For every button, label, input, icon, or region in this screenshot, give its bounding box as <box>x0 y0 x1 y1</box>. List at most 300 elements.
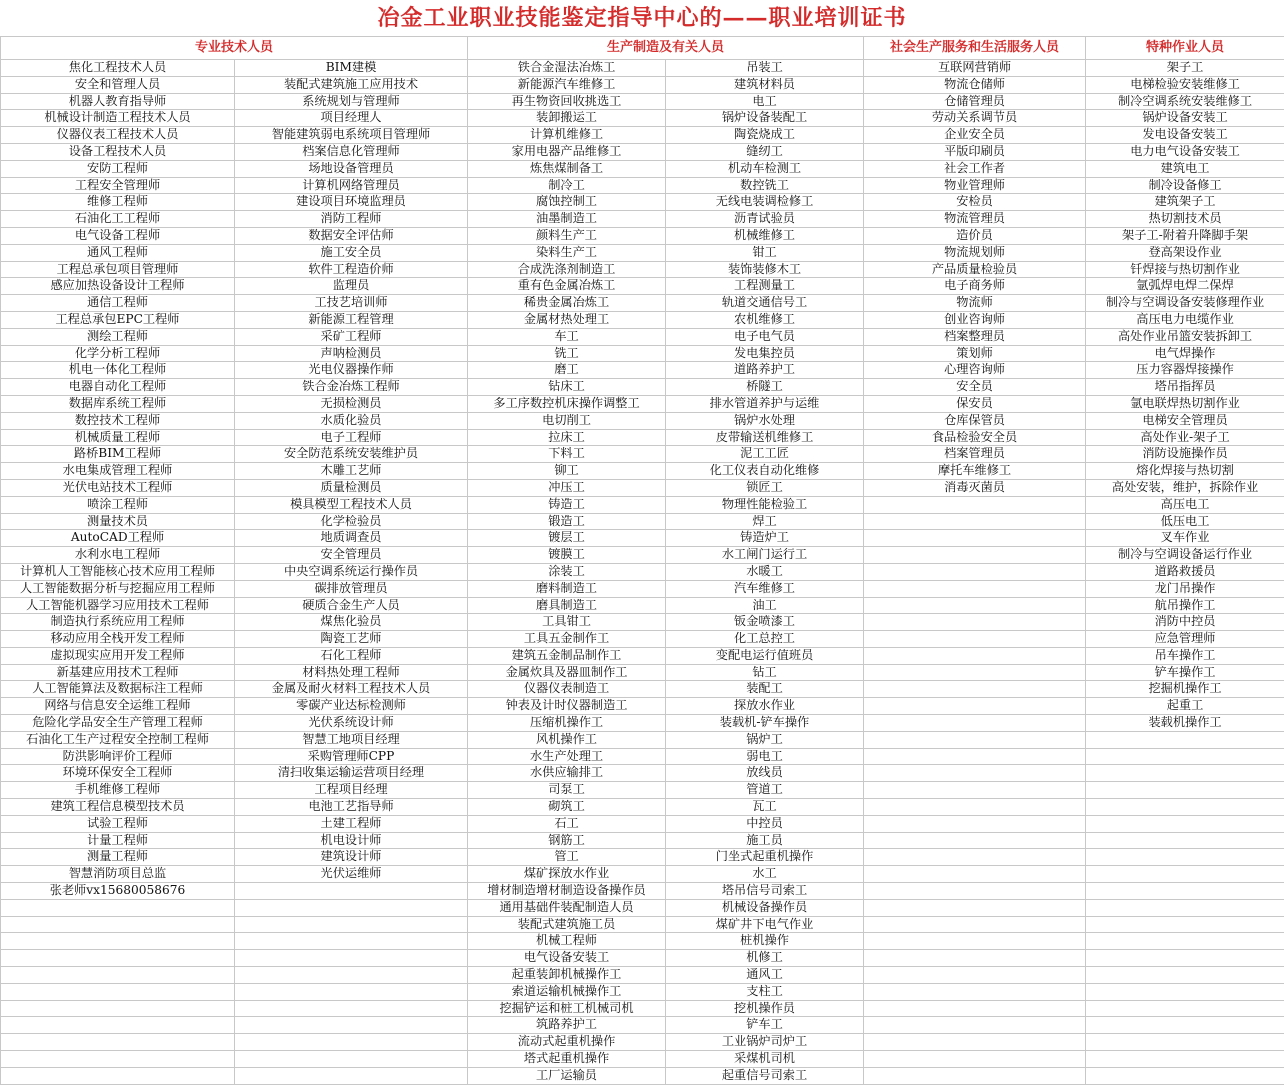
table-cell: 物理性能检验工 <box>666 496 864 513</box>
table-cell: 无线电装调检修工 <box>666 194 864 211</box>
table-cell: 造价员 <box>864 227 1086 244</box>
table-row <box>1 748 1284 765</box>
table-cell: 装配式建筑施工员 <box>468 916 666 933</box>
table-cell: 金属及耐火材料工程技术人员 <box>235 681 468 698</box>
table-cell: 工业锅炉司炉工 <box>666 1034 864 1051</box>
table-cell <box>864 698 1086 715</box>
table-cell: 设备工程技术人员 <box>1 143 235 160</box>
table-cell: 合成洗涤剂制造工 <box>468 261 666 278</box>
table-cell: 计算机人工智能核心技术应用工程师 <box>1 563 235 580</box>
table-cell <box>864 681 1086 698</box>
table-cell: 桩机操作 <box>666 933 864 950</box>
table-row <box>1 261 1284 278</box>
table-cell: 腐蚀控制工 <box>468 194 666 211</box>
table-cell <box>864 967 1086 984</box>
table-cell <box>864 983 1086 1000</box>
table-cell: 高处作业吊篮安装拆卸工 <box>1086 328 1284 345</box>
table-cell: 流动式起重机操作 <box>468 1034 666 1051</box>
table-cell <box>864 815 1086 832</box>
table-cell: 高处作业-架子工 <box>1086 429 1284 446</box>
table-cell: 锅炉设备安装工 <box>1086 110 1284 127</box>
table-row <box>1 379 1284 396</box>
table-cell: 磨料制造工 <box>468 580 666 597</box>
table-cell: 高压电工 <box>1086 496 1284 513</box>
table-cell: 电梯安全管理员 <box>1086 412 1284 429</box>
table-cell <box>864 496 1086 513</box>
table-cell: 消防工程师 <box>235 211 468 228</box>
table-cell: 机械维修工 <box>666 227 864 244</box>
table-cell: 机动车检测工 <box>666 160 864 177</box>
table-cell: 仓储管理员 <box>864 93 1086 110</box>
table-cell: 支柱工 <box>666 983 864 1000</box>
table-cell: 磨工 <box>468 362 666 379</box>
table-cell: 通用基础件装配制造人员 <box>468 899 666 916</box>
table-cell: 铲车工 <box>666 1017 864 1034</box>
table-cell: 制冷设备修工 <box>1086 177 1284 194</box>
table-cell: 金属材热处理工 <box>468 311 666 328</box>
table-cell: 电梯检验安装维修工 <box>1086 76 1284 93</box>
table-cell: 瓦工 <box>666 799 864 816</box>
table-cell <box>864 782 1086 799</box>
table-cell: 低压电工 <box>1086 513 1284 530</box>
table-cell: 通信工程师 <box>1 295 235 312</box>
table-cell: 金属炊具及器皿制作工 <box>468 664 666 681</box>
table-cell: 智慧工地项目经理 <box>235 731 468 748</box>
table-cell: 喷涂工程师 <box>1 496 235 513</box>
table-row <box>1 681 1284 698</box>
table-cell: 管工 <box>468 849 666 866</box>
table-cell: 数据安全评估师 <box>235 227 468 244</box>
table-cell: 物业管理师 <box>864 177 1086 194</box>
table-cell <box>1086 883 1284 900</box>
table-cell: 起重装卸机械操作工 <box>468 967 666 984</box>
table-cell: 食品检验安全员 <box>864 429 1086 446</box>
table-cell <box>1086 983 1284 1000</box>
table-row <box>1 463 1284 480</box>
table-cell <box>864 933 1086 950</box>
table-cell: 司泵工 <box>468 782 666 799</box>
table-row <box>1 1034 1284 1051</box>
table-cell: 弱电工 <box>666 748 864 765</box>
table-cell <box>1 950 235 967</box>
table-cell: 油工 <box>666 597 864 614</box>
table-cell <box>235 1051 468 1068</box>
table-cell: 物流管理员 <box>864 211 1086 228</box>
table-cell: 放线员 <box>666 765 864 782</box>
table-cell <box>1086 782 1284 799</box>
table-row <box>1 631 1284 648</box>
table-cell: 煤矿探放水作业 <box>468 866 666 883</box>
table-cell: 中央空调系统运行操作员 <box>235 563 468 580</box>
table-cell: 涂装工 <box>468 563 666 580</box>
table-cell: 汽车维修工 <box>666 580 864 597</box>
table-cell: 锻造工 <box>468 513 666 530</box>
table-cell: 虚拟现实应用开发工程师 <box>1 647 235 664</box>
table-cell: 计量工程师 <box>1 832 235 849</box>
table-cell: 钻工 <box>666 664 864 681</box>
table-cell: 水电集成管理工程师 <box>1 463 235 480</box>
table-cell: 地质调查员 <box>235 530 468 547</box>
table-row <box>1 799 1284 816</box>
table-cell: 通风工程师 <box>1 244 235 261</box>
table-cell: 质量检测员 <box>235 479 468 496</box>
table-cell: 叉车作业 <box>1086 530 1284 547</box>
table-row <box>1 597 1284 614</box>
table-cell <box>1086 832 1284 849</box>
table-row <box>1 496 1284 513</box>
table-cell: 电工 <box>666 93 864 110</box>
table-cell <box>1 916 235 933</box>
table-cell <box>1086 1000 1284 1017</box>
table-row <box>1 513 1284 530</box>
table-cell: 起重工 <box>1086 698 1284 715</box>
table-cell: 数控技术工程师 <box>1 412 235 429</box>
table-cell <box>1 1034 235 1051</box>
table-cell: 机修工 <box>666 950 864 967</box>
table-cell: 计算机网络管理员 <box>235 177 468 194</box>
table-cell: 档案整理员 <box>864 328 1086 345</box>
table-cell: 智能建筑弱电系统项目管理师 <box>235 127 468 144</box>
table-cell: 制冷与空调设备安装修理作业 <box>1086 295 1284 312</box>
table-row <box>1 479 1284 496</box>
table-cell: 炼焦煤制备工 <box>468 160 666 177</box>
table-cell: 管道工 <box>666 782 864 799</box>
table-cell <box>864 614 1086 631</box>
table-cell: 钢筋工 <box>468 832 666 849</box>
table-row <box>1 983 1284 1000</box>
table-cell: 新基建应用技术工程师 <box>1 664 235 681</box>
table-cell: 项目经理人 <box>235 110 468 127</box>
table-row <box>1 933 1284 950</box>
table-row <box>1 446 1284 463</box>
table-row <box>1 362 1284 379</box>
table-cell: 张老师vx15680058676 <box>1 883 235 900</box>
table-cell: 泥工工匠 <box>666 446 864 463</box>
table-cell: 材料热处理工程师 <box>235 664 468 681</box>
table-cell <box>235 899 468 916</box>
table-cell: 环境环保安全工程师 <box>1 765 235 782</box>
table-cell: 铸造工 <box>468 496 666 513</box>
table-cell: 建筑工程信息模型技术员 <box>1 799 235 816</box>
table-cell: 消毒灭菌员 <box>864 479 1086 496</box>
category-header-services: 社会生产服务和生活服务人员 <box>864 37 1086 60</box>
table-cell <box>864 1000 1086 1017</box>
table-cell: 水质化验员 <box>235 412 468 429</box>
table-cell <box>1086 815 1284 832</box>
table-cell: 仪器仪表制造工 <box>468 681 666 698</box>
table-cell: AutoCAD工程师 <box>1 530 235 547</box>
table-cell: 仪器仪表工程技术人员 <box>1 127 235 144</box>
table-row <box>1 1051 1284 1068</box>
table-cell <box>864 664 1086 681</box>
table-cell: 高压电力电缆作业 <box>1086 311 1284 328</box>
table-cell <box>235 967 468 984</box>
table-cell: 光电仪器操作师 <box>235 362 468 379</box>
certificate-table-body <box>1 60 1284 1085</box>
table-cell: 氩电联焊热切割作业 <box>1086 395 1284 412</box>
table-cell: 锅炉水处理 <box>666 412 864 429</box>
table-cell: 锁匠工 <box>666 479 864 496</box>
table-cell: 土建工程师 <box>235 815 468 832</box>
table-cell <box>864 547 1086 564</box>
table-cell: 钳工 <box>666 244 864 261</box>
table-cell: 机械质量工程师 <box>1 429 235 446</box>
table-row <box>1 832 1284 849</box>
table-cell: 风机操作工 <box>468 731 666 748</box>
table-cell: 锅炉设备装配工 <box>666 110 864 127</box>
table-row <box>1 143 1284 160</box>
table-cell: 消防中控员 <box>1086 614 1284 631</box>
table-cell: 车工 <box>468 328 666 345</box>
table-cell: 人工智能数据分析与挖掘应用工程师 <box>1 580 235 597</box>
table-cell: 电力电气设备安装工 <box>1086 143 1284 160</box>
table-row <box>1 647 1284 664</box>
table-cell <box>1086 899 1284 916</box>
table-cell: 机械工程师 <box>468 933 666 950</box>
table-cell: 路桥BIM工程师 <box>1 446 235 463</box>
table-cell <box>235 1017 468 1034</box>
table-cell: 创业咨询师 <box>864 311 1086 328</box>
table-cell <box>864 1067 1086 1084</box>
table-cell <box>1086 731 1284 748</box>
table-cell <box>1086 1034 1284 1051</box>
table-cell <box>864 849 1086 866</box>
table-cell: 制冷空调系统安装维修工 <box>1086 93 1284 110</box>
table-row <box>1 395 1284 412</box>
table-cell <box>235 1067 468 1084</box>
table-cell: 多工序数控机床操作调整工 <box>468 395 666 412</box>
table-cell <box>235 950 468 967</box>
table-row <box>1 328 1284 345</box>
table-cell <box>1 1000 235 1017</box>
table-cell: 劳动关系调节员 <box>864 110 1086 127</box>
table-cell: 高处安装，维护，拆除作业 <box>1086 479 1284 496</box>
table-cell: 电切削工 <box>468 412 666 429</box>
table-cell: 安防工程师 <box>1 160 235 177</box>
table-cell: 龙门吊操作 <box>1086 580 1284 597</box>
table-cell <box>1086 916 1284 933</box>
table-cell: 焊工 <box>666 513 864 530</box>
table-cell: 钣金喷漆工 <box>666 614 864 631</box>
table-cell <box>1086 765 1284 782</box>
table-cell: 水工闸门运行工 <box>666 547 864 564</box>
table-cell: 氩弧焊电焊二保焊 <box>1086 278 1284 295</box>
table-cell: 钻床工 <box>468 379 666 396</box>
table-cell: 铣工 <box>468 345 666 362</box>
table-cell <box>235 983 468 1000</box>
table-cell: 道路救援员 <box>1086 563 1284 580</box>
table-cell: 锅炉工 <box>666 731 864 748</box>
table-cell <box>1086 849 1284 866</box>
table-cell: 装载机-铲车操作 <box>666 715 864 732</box>
table-cell: 采煤机司机 <box>666 1051 864 1068</box>
table-cell: 索道运输机械操作工 <box>468 983 666 1000</box>
table-cell <box>864 647 1086 664</box>
table-cell <box>864 530 1086 547</box>
table-cell: 软件工程造价师 <box>235 261 468 278</box>
table-row <box>1 1000 1284 1017</box>
table-row <box>1 530 1284 547</box>
table-cell: 硬质合金生产人员 <box>235 597 468 614</box>
table-cell: 筑路养护工 <box>468 1017 666 1034</box>
table-cell: 电气设备安装工 <box>468 950 666 967</box>
table-cell: 探放水作业 <box>666 698 864 715</box>
table-cell: 铆工 <box>468 463 666 480</box>
table-cell: 热切割技术员 <box>1086 211 1284 228</box>
table-cell: 建设项目环境监理员 <box>235 194 468 211</box>
page-title: 冶金工业职业技能鉴定指导中心的——职业培训证书 <box>0 0 1284 36</box>
table-cell: 工程项目经理 <box>235 782 468 799</box>
table-cell: 变配电运行值班员 <box>666 647 864 664</box>
table-cell: 缝纫工 <box>666 143 864 160</box>
table-cell: 油墨制造工 <box>468 211 666 228</box>
table-row <box>1 765 1284 782</box>
table-cell: 吊车操作工 <box>1086 647 1284 664</box>
table-cell <box>1086 799 1284 816</box>
table-cell: 中控员 <box>666 815 864 832</box>
table-cell: 通风工 <box>666 967 864 984</box>
table-cell: 起重信号司索工 <box>666 1067 864 1084</box>
table-cell: 物流规划师 <box>864 244 1086 261</box>
table-cell: 安检员 <box>864 194 1086 211</box>
table-cell <box>864 899 1086 916</box>
table-cell: BIM建模 <box>235 60 468 77</box>
table-row <box>1 295 1284 312</box>
table-cell: 装卸搬运工 <box>468 110 666 127</box>
table-cell: 监理员 <box>235 278 468 295</box>
table-cell <box>864 1034 1086 1051</box>
table-cell: 施工安全员 <box>235 244 468 261</box>
table-cell <box>864 748 1086 765</box>
table-cell: 新能源汽车维修工 <box>468 76 666 93</box>
table-cell: 安全管理员 <box>235 547 468 564</box>
table-row <box>1 883 1284 900</box>
table-cell: 化学分析工程师 <box>1 345 235 362</box>
table-cell: 零碳产业达标检测师 <box>235 698 468 715</box>
table-cell <box>1086 1051 1284 1068</box>
table-row <box>1 547 1284 564</box>
table-cell: 场地设备管理员 <box>235 160 468 177</box>
table-cell: 档案管理员 <box>864 446 1086 463</box>
table-cell: 门坐式起重机操作 <box>666 849 864 866</box>
table-cell: 防洪影响评价工程师 <box>1 748 235 765</box>
table-cell <box>1 983 235 1000</box>
table-cell <box>864 631 1086 648</box>
table-cell: 钟表及计时仪器制造工 <box>468 698 666 715</box>
table-cell: 企业安全员 <box>864 127 1086 144</box>
table-cell: 架子工-附着升降脚手架 <box>1086 227 1284 244</box>
table-cell: 移动应用全栈开发工程师 <box>1 631 235 648</box>
table-cell: 数控铣工 <box>666 177 864 194</box>
table-cell: 感应加热设备设计工程师 <box>1 278 235 295</box>
table-cell <box>1086 933 1284 950</box>
table-cell <box>1 1017 235 1034</box>
table-cell: 新能源工程管理 <box>235 311 468 328</box>
table-cell: 产品质量检验员 <box>864 261 1086 278</box>
table-cell: 维修工程师 <box>1 194 235 211</box>
table-row <box>1 412 1284 429</box>
table-cell: 熔化焊接与热切割 <box>1086 463 1284 480</box>
table-cell: 塔式起重机操作 <box>468 1051 666 1068</box>
table-cell: 铁合金湿法冶炼工 <box>468 60 666 77</box>
table-cell: 陶瓷工艺师 <box>235 631 468 648</box>
table-row <box>1 815 1284 832</box>
table-cell: 石油化工工程师 <box>1 211 235 228</box>
table-cell: 电气设备工程师 <box>1 227 235 244</box>
table-cell: 社会工作者 <box>864 160 1086 177</box>
table-cell: 水暖工 <box>666 563 864 580</box>
table-cell: 计算机维修工 <box>468 127 666 144</box>
table-cell <box>864 765 1086 782</box>
table-cell <box>1086 866 1284 883</box>
table-row <box>1 967 1284 984</box>
table-row <box>1 127 1284 144</box>
table-row <box>1 244 1284 261</box>
table-cell: 测绘工程师 <box>1 328 235 345</box>
table-cell: 制冷与空调设备运行作业 <box>1086 547 1284 564</box>
table-row <box>1 160 1284 177</box>
table-cell: 网络与信息安全运维工程师 <box>1 698 235 715</box>
table-row <box>1 664 1284 681</box>
table-row <box>1 950 1284 967</box>
table-cell <box>1086 967 1284 984</box>
table-cell: 压力容器焊接操作 <box>1086 362 1284 379</box>
table-cell <box>864 513 1086 530</box>
table-cell: 制冷工 <box>468 177 666 194</box>
table-cell <box>235 883 468 900</box>
table-cell: 机电一体化工程师 <box>1 362 235 379</box>
table-cell: 装载机操作工 <box>1086 715 1284 732</box>
table-cell: 机电设计师 <box>235 832 468 849</box>
table-cell: 碳排放管理员 <box>235 580 468 597</box>
table-cell: 下料工 <box>468 446 666 463</box>
table-cell: 发电设备安装工 <box>1086 127 1284 144</box>
table-cell: 人工智能机器学习应用技术工程师 <box>1 597 235 614</box>
table-cell: 挖掘铲运和桩工机械司机 <box>468 1000 666 1017</box>
table-cell <box>1 1067 235 1084</box>
table-cell: 陶瓷烧成工 <box>666 127 864 144</box>
table-cell: 电器自动化工程师 <box>1 379 235 396</box>
table-cell: 塔吊指挥员 <box>1086 379 1284 396</box>
table-cell: 建筑架子工 <box>1086 194 1284 211</box>
table-cell: 光伏运维师 <box>235 866 468 883</box>
table-cell: 发电集控员 <box>666 345 864 362</box>
table-cell: 施工员 <box>666 832 864 849</box>
table-cell <box>235 916 468 933</box>
table-cell: 工具钳工 <box>468 614 666 631</box>
table-row <box>1 110 1284 127</box>
table-cell: 光伏系统设计师 <box>235 715 468 732</box>
table-cell: 铲车操作工 <box>1086 664 1284 681</box>
table-cell <box>1086 1067 1284 1084</box>
table-cell: 再生物资回收挑选工 <box>468 93 666 110</box>
table-cell: 工厂运输员 <box>468 1067 666 1084</box>
table-cell: 测量技术员 <box>1 513 235 530</box>
table-cell <box>1 899 235 916</box>
table-cell: 铸造炉工 <box>666 530 864 547</box>
table-cell: 增材制造增材制造设备操作员 <box>468 883 666 900</box>
table-cell: 登高架设作业 <box>1086 244 1284 261</box>
table-cell: 仓库保管员 <box>864 412 1086 429</box>
table-cell: 互联网营销师 <box>864 60 1086 77</box>
table-cell: 水供应输排工 <box>468 765 666 782</box>
table-cell: 建筑设计师 <box>235 849 468 866</box>
table-cell: 道路养护工 <box>666 362 864 379</box>
table-cell <box>864 866 1086 883</box>
table-row <box>1 60 1284 77</box>
table-cell: 皮带输送机维修工 <box>666 429 864 446</box>
table-cell: 焦化工程技术人员 <box>1 60 235 77</box>
